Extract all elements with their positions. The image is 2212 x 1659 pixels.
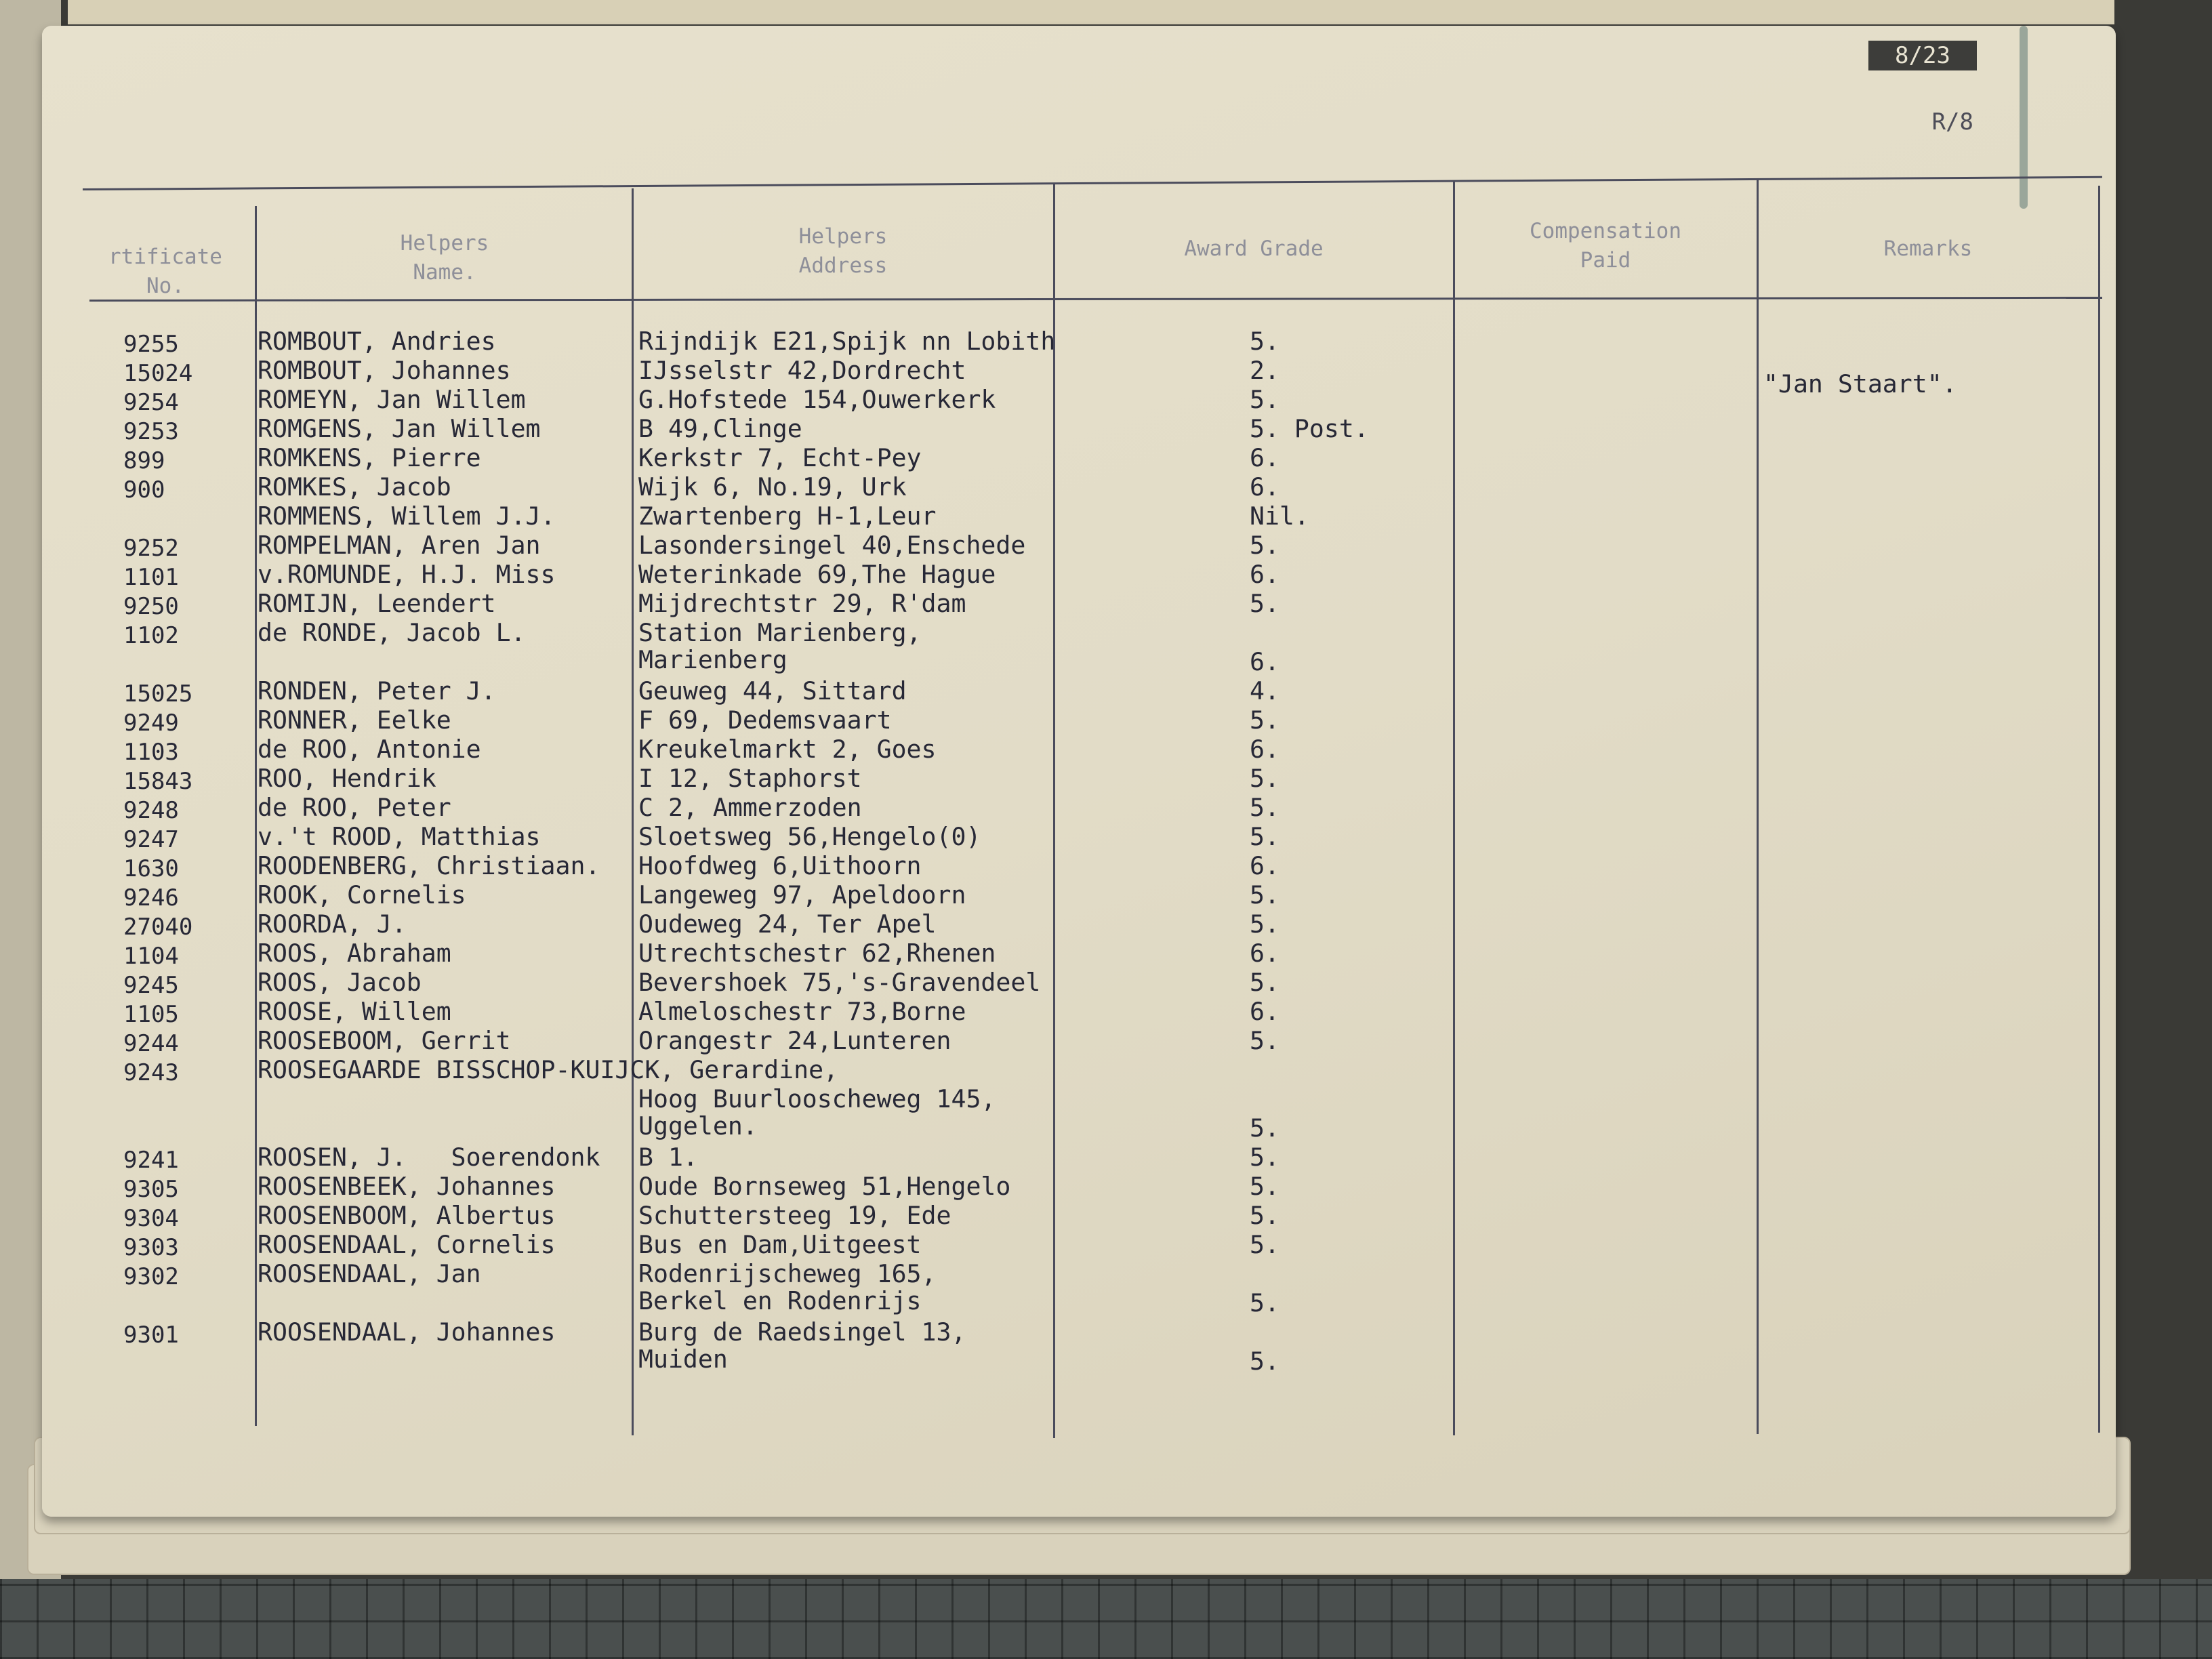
helper-address: Rijndijk E21,Spijk nn Lobith xyxy=(638,327,1056,356)
award-grade: 5. xyxy=(1250,1201,1279,1230)
helper-address: Mijdrechtstr 29, R'dam xyxy=(638,589,966,618)
helper-name: ROMEYN, Jan Willem xyxy=(258,385,526,414)
award-grade: 5. xyxy=(1250,1113,1279,1143)
certificate-number: 9253 xyxy=(123,418,179,445)
certificate-number: 1102 xyxy=(123,622,179,649)
award-grade: Nil. xyxy=(1250,501,1309,531)
certificate-number: 9304 xyxy=(123,1205,179,1232)
award-grade: 5. xyxy=(1250,1230,1279,1259)
helper-name: ROO, Hendrik xyxy=(258,764,436,793)
helper-address: Kerkstr 7, Echt-Pey xyxy=(638,443,922,472)
award-grade: 5. xyxy=(1250,705,1279,735)
award-grade: 4. xyxy=(1250,676,1279,705)
certificate-number: 900 xyxy=(123,476,165,504)
certificate-number: 9305 xyxy=(123,1176,179,1203)
remarks-text: "Jan Staart". xyxy=(1763,369,1957,398)
helper-name: ROMBOUT, Johannes xyxy=(258,356,511,385)
register-page xyxy=(42,26,2116,1517)
helper-name: ROMKES, Jacob xyxy=(258,472,451,501)
certificate-number: 9301 xyxy=(123,1322,179,1349)
certificate-number: 9302 xyxy=(123,1263,179,1290)
binding-string xyxy=(2020,26,2028,209)
helper-name: ROMBOUT, Andries xyxy=(258,327,496,356)
helper-name: v.'t ROOD, Matthias xyxy=(258,822,541,851)
helper-name: ROMMENS, Willem J.J. xyxy=(258,501,556,531)
award-grade: 6. xyxy=(1250,647,1279,676)
award-grade: 5. xyxy=(1250,1026,1279,1055)
certificate-number: 9248 xyxy=(123,797,179,824)
helper-address: Geuweg 44, Sittard xyxy=(638,676,907,705)
header-remarks: Remarks xyxy=(1883,237,1973,261)
helper-name: ROMPELMAN, Aren Jan xyxy=(258,531,541,560)
helper-name: de ROO, Peter xyxy=(258,793,451,822)
certificate-number: 1103 xyxy=(123,739,179,766)
award-grade: 5. xyxy=(1250,385,1279,414)
helper-address: Bus en Dam,Uitgeest xyxy=(638,1230,922,1259)
header-bottom-rule xyxy=(89,297,2102,302)
award-grade: 6. xyxy=(1250,851,1279,880)
helper-address: Hoog Buurlooscheweg 145, Uggelen. xyxy=(638,1084,996,1141)
certificate-number: 15024 xyxy=(123,360,193,387)
header-certificate: rtificate No. xyxy=(108,245,222,298)
helper-address: Oudeweg 24, Ter Apel xyxy=(638,909,937,939)
helper-address: Bevershoek 75,'s-Gravendeel xyxy=(638,968,1041,997)
column-divider-3 xyxy=(1053,183,1055,1438)
helper-address: F 69, Dedemsvaart xyxy=(638,705,892,735)
helper-name: ROOSENBEEK, Johannes xyxy=(258,1172,556,1201)
helper-address: Station Marienberg, Marienberg xyxy=(638,618,922,674)
helper-name: RONDEN, Peter J. xyxy=(258,676,496,705)
award-grade: 5. xyxy=(1250,1172,1279,1201)
helper-address: C 2, Ammerzoden xyxy=(638,793,862,822)
helper-address: Schuttersteeg 19, Ede xyxy=(638,1201,951,1230)
page-tab-label: 8/23 xyxy=(1868,41,1977,70)
certificate-number: 9255 xyxy=(123,331,179,358)
award-grade: 6. xyxy=(1250,939,1279,968)
certificate-number: 1105 xyxy=(123,1001,179,1028)
helper-name: ROOS, Jacob xyxy=(258,968,422,997)
certificate-number: 9252 xyxy=(123,535,179,562)
certificate-number: 1101 xyxy=(123,564,179,591)
helper-address: Wijk 6, No.19, Urk xyxy=(638,472,907,501)
award-grade: 2. xyxy=(1250,356,1279,385)
certificate-number: 1104 xyxy=(123,943,179,970)
certificate-number: 9243 xyxy=(123,1059,179,1086)
award-grade: 5. Post. xyxy=(1250,414,1369,443)
award-grade: 5. xyxy=(1250,909,1279,939)
helper-name: ROOSEN, J. Soerendonk xyxy=(258,1143,600,1172)
helper-name: RONNER, Eelke xyxy=(258,705,451,735)
table-top-rule xyxy=(83,176,2102,190)
column-divider-4 xyxy=(1453,180,1455,1435)
paper-stack-top xyxy=(68,0,2114,24)
award-grade: 6. xyxy=(1250,472,1279,501)
helper-address: B 1. xyxy=(638,1143,698,1172)
award-grade: 5. xyxy=(1250,1143,1279,1172)
cutting-mat xyxy=(0,1579,2212,1659)
award-grade: 6. xyxy=(1250,443,1279,472)
helper-address: Langeweg 97, Apeldoorn xyxy=(638,880,966,909)
header-helpers-address: Helpers Address xyxy=(798,224,888,278)
award-grade: 5. xyxy=(1250,327,1279,356)
helper-address: IJsselstr 42,Dordrecht xyxy=(638,356,966,385)
column-divider-2 xyxy=(632,188,634,1435)
helper-address: Orangestr 24,Lunteren xyxy=(638,1026,951,1055)
certificate-number: 27040 xyxy=(123,914,193,941)
helper-address: Oude Bornseweg 51,Hengelo xyxy=(638,1172,1011,1201)
helper-name: ROOSENDAAL, Johannes xyxy=(258,1317,556,1347)
helper-name: de RONDE, Jacob L. xyxy=(258,618,526,647)
helper-address: Weterinkade 69,The Hague xyxy=(638,560,996,589)
helper-name: ROORDA, J. xyxy=(258,909,407,939)
helper-address: Kreukelmarkt 2, Goes xyxy=(638,735,937,764)
helper-name: ROMIJN, Leendert xyxy=(258,589,496,618)
helper-name: ROOSEGAARDE BISSCHOP-KUIJCK, Gerardine, xyxy=(258,1055,839,1084)
certificate-number: 9245 xyxy=(123,972,179,999)
certificate-number: 9244 xyxy=(123,1030,179,1057)
helper-name: ROMGENS, Jan Willem xyxy=(258,414,541,443)
award-grade: 5. xyxy=(1250,793,1279,822)
column-divider-6 xyxy=(2098,186,2100,1433)
helper-name: ROOSENDAAL, Jan xyxy=(258,1259,481,1288)
helper-address: Burg de Raedsingel 13, Muiden xyxy=(638,1317,966,1374)
award-grade: 5. xyxy=(1250,589,1279,618)
certificate-number: 9249 xyxy=(123,710,179,737)
certificate-number: 15025 xyxy=(123,680,193,708)
header-compensation-paid: Compensation Paid xyxy=(1530,219,1681,272)
award-grade: 5. xyxy=(1250,1347,1279,1376)
helper-address: Rodenrijscheweg 165, Berkel en Rodenrijs xyxy=(638,1259,937,1315)
helper-name: ROOSENDAAL, Cornelis xyxy=(258,1230,556,1259)
award-grade: 5. xyxy=(1250,880,1279,909)
helper-address: Almeloschestr 73,Borne xyxy=(638,997,966,1026)
certificate-number: 9303 xyxy=(123,1234,179,1261)
helper-address: I 12, Staphorst xyxy=(638,764,862,793)
certificate-number: 15843 xyxy=(123,768,193,795)
certificate-number: 899 xyxy=(123,447,165,474)
column-divider-5 xyxy=(1757,179,1759,1434)
certificate-number: 1630 xyxy=(123,855,179,882)
award-grade: 5. xyxy=(1250,1288,1279,1317)
helper-name: ROOSE, Willem xyxy=(258,997,451,1026)
helper-address: Zwartenberg H-1,Leur xyxy=(638,501,937,531)
helper-address: Hoofdweg 6,Uithoorn xyxy=(638,851,922,880)
award-grade: 5. xyxy=(1250,968,1279,997)
certificate-number: 9247 xyxy=(123,826,179,853)
header-award-grade: Award Grade xyxy=(1184,237,1324,261)
helper-name: ROMKENS, Pierre xyxy=(258,443,481,472)
award-grade: 5. xyxy=(1250,531,1279,560)
award-grade: 6. xyxy=(1250,560,1279,589)
certificate-number: 9254 xyxy=(123,389,179,416)
helper-name: ROOSENBOOM, Albertus xyxy=(258,1201,556,1230)
award-grade: 5. xyxy=(1250,822,1279,851)
helper-name: ROODENBERG, Christiaan. xyxy=(258,851,600,880)
helper-address: B 49,Clinge xyxy=(638,414,802,443)
certificate-number: 9241 xyxy=(123,1147,179,1174)
helper-name: ROOSEBOOM, Gerrit xyxy=(258,1026,511,1055)
helper-address: Utrechtschestr 62,Rhenen xyxy=(638,939,996,968)
page-reference: R/8 xyxy=(1931,108,1973,136)
helper-address: Sloetsweg 56,Hengelo(0) xyxy=(638,822,981,851)
helper-name: ROOS, Abraham xyxy=(258,939,451,968)
header-helpers-name: Helpers Name. xyxy=(400,231,489,285)
helper-name: v.ROMUNDE, H.J. Miss xyxy=(258,560,556,589)
helper-name: ROOK, Cornelis xyxy=(258,880,466,909)
certificate-number: 9246 xyxy=(123,884,179,912)
award-grade: 6. xyxy=(1250,735,1279,764)
helper-name: de ROO, Antonie xyxy=(258,735,481,764)
award-grade: 6. xyxy=(1250,997,1279,1026)
helper-address: G.Hofstede 154,Ouwerkerk xyxy=(638,385,996,414)
certificate-number: 9250 xyxy=(123,593,179,620)
helper-address: Lasondersingel 40,Enschede xyxy=(638,531,1026,560)
award-grade: 5. xyxy=(1250,764,1279,793)
